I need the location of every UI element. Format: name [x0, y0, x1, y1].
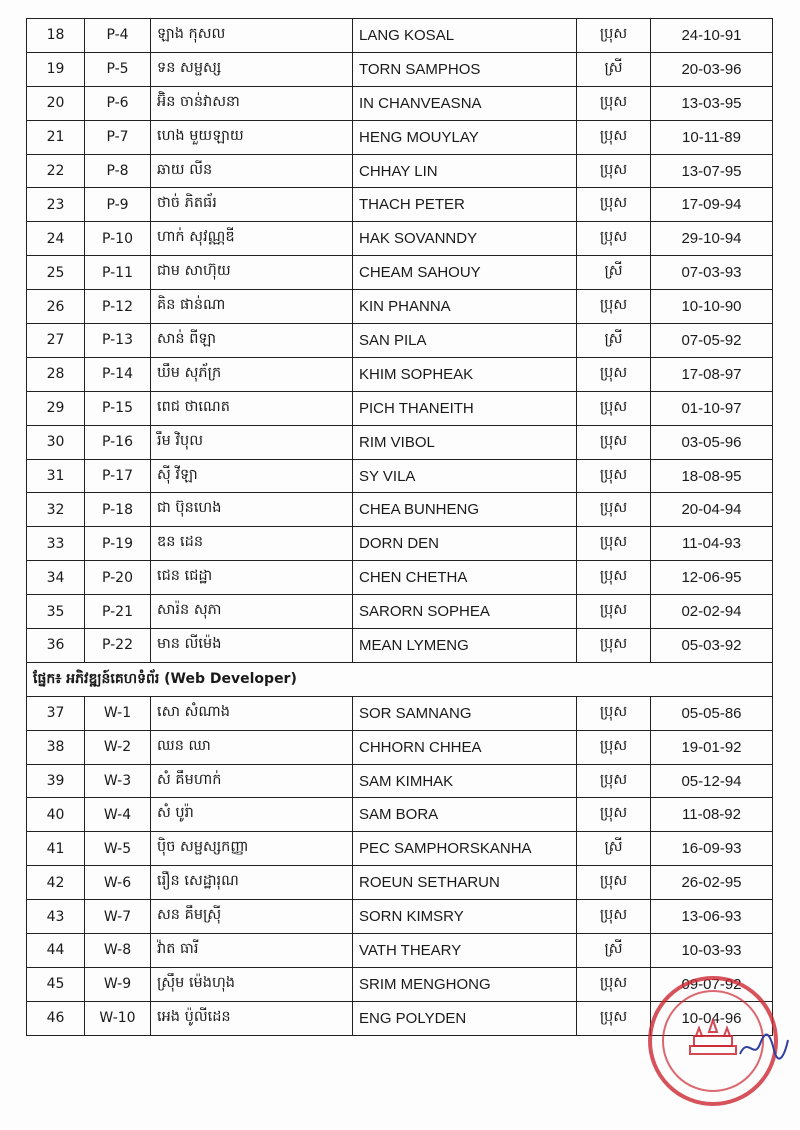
date-of-birth-cell: 20-03-96 — [651, 52, 773, 86]
staff-code-cell: P-20 — [85, 561, 151, 595]
khmer-name-cell: សំ គឹមហាក់ — [151, 764, 353, 798]
row-number-cell: 24 — [27, 222, 85, 256]
latin-name-cell: PICH THANEITH — [353, 391, 577, 425]
date-of-birth-cell: 05-03-92 — [651, 629, 773, 663]
table-row — [27, 595, 773, 629]
khmer-name-cell: ជា ប៊ុនហេង — [151, 493, 353, 527]
khmer-name-cell: ស្រ៊ឹម ម៉េងហុង — [151, 967, 353, 1001]
khmer-name-cell: ជាម សាហ៊ុយ — [151, 256, 353, 290]
sex-cell: ប្រុស — [577, 696, 651, 730]
row-number-cell: 25 — [27, 256, 85, 290]
staff-code-cell: P-4 — [85, 19, 151, 53]
latin-name-cell: SAM BORA — [353, 798, 577, 832]
row-number-cell: 39 — [27, 764, 85, 798]
date-of-birth-cell: 11-08-92 — [651, 798, 773, 832]
latin-name-cell: ROEUN SETHARUN — [353, 866, 577, 900]
latin-name-cell: KIN PHANNA — [353, 290, 577, 324]
latin-name-cell: SAM KIMHAK — [353, 764, 577, 798]
table-row — [27, 798, 773, 832]
staff-code-cell: W-7 — [85, 900, 151, 934]
latin-name-cell: VATH THEARY — [353, 934, 577, 968]
khmer-name-cell: គិន ផាន់ណា — [151, 290, 353, 324]
row-number-cell: 45 — [27, 967, 85, 1001]
date-of-birth-cell: 10-03-93 — [651, 934, 773, 968]
latin-name-cell: MEAN LYMENG — [353, 629, 577, 663]
date-of-birth-cell: 05-12-94 — [651, 764, 773, 798]
latin-name-cell: THACH PETER — [353, 188, 577, 222]
sex-cell: ប្រុស — [577, 391, 651, 425]
row-number-cell: 43 — [27, 900, 85, 934]
staff-code-cell: P-22 — [85, 629, 151, 663]
latin-name-cell: SOR SAMNANG — [353, 696, 577, 730]
latin-name-cell: CHEAM SAHOUY — [353, 256, 577, 290]
khmer-name-cell: ប៉ិច សម្ផស្សកញ្ញា — [151, 832, 353, 866]
latin-name-cell: TORN SAMPHOS — [353, 52, 577, 86]
section-header-row — [27, 662, 773, 696]
date-of-birth-cell: 13-06-93 — [651, 900, 773, 934]
khmer-name-cell: អេង ប៉ូលីដេន — [151, 1001, 353, 1035]
row-number-cell: 30 — [27, 425, 85, 459]
date-of-birth-cell: 16-09-93 — [651, 832, 773, 866]
date-of-birth-cell: 01-10-97 — [651, 391, 773, 425]
staff-code-cell: P-19 — [85, 527, 151, 561]
latin-name-cell: CHHAY LIN — [353, 154, 577, 188]
khmer-name-cell: ពេជ ថាណេត — [151, 391, 353, 425]
latin-name-cell: CHEA BUNHENG — [353, 493, 577, 527]
latin-name-cell: CHHORN CHHEA — [353, 730, 577, 764]
date-of-birth-cell: 05-05-86 — [651, 696, 773, 730]
khmer-name-cell: សោ សំណាង — [151, 696, 353, 730]
row-number-cell: 36 — [27, 629, 85, 663]
staff-code-cell: P-17 — [85, 459, 151, 493]
staff-code-cell: W-4 — [85, 798, 151, 832]
sex-cell: ប្រុស — [577, 120, 651, 154]
latin-name-cell: IN CHANVEASNA — [353, 86, 577, 120]
staff-code-cell: W-3 — [85, 764, 151, 798]
latin-name-cell: SORN KIMSRY — [353, 900, 577, 934]
sex-cell: ស្រី — [577, 52, 651, 86]
latin-name-cell: DORN DEN — [353, 527, 577, 561]
table-row — [27, 561, 773, 595]
latin-name-cell: RIM VIBOL — [353, 425, 577, 459]
row-number-cell: 28 — [27, 357, 85, 391]
staff-code-cell: P-9 — [85, 188, 151, 222]
staff-code-cell: P-13 — [85, 324, 151, 358]
sex-cell: ប្រុស — [577, 730, 651, 764]
table-row — [27, 832, 773, 866]
date-of-birth-cell: 19-01-92 — [651, 730, 773, 764]
table-row — [27, 357, 773, 391]
sex-cell: ប្រុស — [577, 1001, 651, 1035]
date-of-birth-cell: 24-10-91 — [651, 19, 773, 53]
row-number-cell: 26 — [27, 290, 85, 324]
table-row — [27, 764, 773, 798]
staff-code-cell: W-8 — [85, 934, 151, 968]
sex-cell: ប្រុស — [577, 290, 651, 324]
date-of-birth-cell: 18-08-95 — [651, 459, 773, 493]
table-row — [27, 696, 773, 730]
staff-code-cell: P-16 — [85, 425, 151, 459]
staff-code-cell: W-6 — [85, 866, 151, 900]
table-row — [27, 967, 773, 1001]
latin-name-cell: SARORN SOPHEA — [353, 595, 577, 629]
khmer-name-cell: សន គឹមស្រ៊ី — [151, 900, 353, 934]
date-of-birth-cell: 12-06-95 — [651, 561, 773, 595]
khmer-name-cell: ហាក់ សុវណ្ណឌី — [151, 222, 353, 256]
sex-cell: ប្រុស — [577, 629, 651, 663]
date-of-birth-cell: 09-07-92 — [651, 967, 773, 1001]
table-row — [27, 222, 773, 256]
staff-code-cell: W-2 — [85, 730, 151, 764]
khmer-name-cell: រឿន សេដ្ឋារុណ — [151, 866, 353, 900]
staff-code-cell: P-8 — [85, 154, 151, 188]
staff-code-cell: P-12 — [85, 290, 151, 324]
table-row — [27, 391, 773, 425]
khmer-name-cell: ឌន ដេន — [151, 527, 353, 561]
date-of-birth-cell: 10-04-96 — [651, 1001, 773, 1035]
date-of-birth-cell: 03-05-96 — [651, 425, 773, 459]
row-number-cell: 46 — [27, 1001, 85, 1035]
date-of-birth-cell: 11-04-93 — [651, 527, 773, 561]
row-number-cell: 32 — [27, 493, 85, 527]
sex-cell: ស្រី — [577, 324, 651, 358]
staff-roster-table — [26, 18, 773, 1036]
table-row — [27, 866, 773, 900]
khmer-name-cell: ហេង មួយឡាយ — [151, 120, 353, 154]
row-number-cell: 44 — [27, 934, 85, 968]
table-row — [27, 425, 773, 459]
table-row — [27, 493, 773, 527]
latin-name-cell: SY VILA — [353, 459, 577, 493]
table-row — [27, 52, 773, 86]
latin-name-cell: PEC SAMPHORSKANHA — [353, 832, 577, 866]
row-number-cell: 40 — [27, 798, 85, 832]
khmer-name-cell: រឹម វិបុល — [151, 425, 353, 459]
sex-cell: ប្រុស — [577, 900, 651, 934]
table-row — [27, 459, 773, 493]
table-row — [27, 86, 773, 120]
row-number-cell: 27 — [27, 324, 85, 358]
sex-cell: ប្រុស — [577, 764, 651, 798]
table-row — [27, 188, 773, 222]
khmer-name-cell: សាន់ ពីឡា — [151, 324, 353, 358]
date-of-birth-cell: 10-10-90 — [651, 290, 773, 324]
staff-code-cell: P-14 — [85, 357, 151, 391]
table-row — [27, 290, 773, 324]
date-of-birth-cell: 07-05-92 — [651, 324, 773, 358]
row-number-cell: 19 — [27, 52, 85, 86]
staff-code-cell: P-15 — [85, 391, 151, 425]
row-number-cell: 33 — [27, 527, 85, 561]
row-number-cell: 31 — [27, 459, 85, 493]
row-number-cell: 18 — [27, 19, 85, 53]
sex-cell: ប្រុស — [577, 493, 651, 527]
latin-name-cell: CHEN CHETHA — [353, 561, 577, 595]
table-row — [27, 324, 773, 358]
sex-cell: ប្រុស — [577, 19, 651, 53]
row-number-cell: 22 — [27, 154, 85, 188]
row-number-cell: 23 — [27, 188, 85, 222]
khmer-name-cell: ទន សម្ផស្ស — [151, 52, 353, 86]
sex-cell: ស្រី — [577, 934, 651, 968]
section-header-web-developer: ផ្នែក៖ អភិវឌ្ឍន៍គេហទំព័រ (Web Developer) — [27, 662, 773, 696]
khmer-name-cell: ឆាយ លីន — [151, 154, 353, 188]
staff-code-cell: P-11 — [85, 256, 151, 290]
latin-name-cell: HAK SOVANNDY — [353, 222, 577, 256]
table-row — [27, 1001, 773, 1035]
row-number-cell: 21 — [27, 120, 85, 154]
staff-code-cell: P-10 — [85, 222, 151, 256]
table-row — [27, 256, 773, 290]
table-row — [27, 154, 773, 188]
sex-cell: ប្រុស — [577, 188, 651, 222]
khmer-name-cell: វ៉ាត ធារី — [151, 934, 353, 968]
staff-code-cell: W-1 — [85, 696, 151, 730]
row-number-cell: 38 — [27, 730, 85, 764]
sex-cell: ប្រុស — [577, 967, 651, 1001]
staff-code-cell: W-10 — [85, 1001, 151, 1035]
row-number-cell: 37 — [27, 696, 85, 730]
staff-code-cell: W-5 — [85, 832, 151, 866]
sex-cell: ប្រុស — [577, 595, 651, 629]
date-of-birth-cell: 07-03-93 — [651, 256, 773, 290]
sex-cell: ស្រី — [577, 256, 651, 290]
sex-cell: ស្រី — [577, 832, 651, 866]
table-row — [27, 900, 773, 934]
latin-name-cell: SAN PILA — [353, 324, 577, 358]
date-of-birth-cell: 13-03-95 — [651, 86, 773, 120]
row-number-cell: 20 — [27, 86, 85, 120]
khmer-name-cell: សារ៉ន សុភា — [151, 595, 353, 629]
khmer-name-cell: ជេន ជេដ្ឋា — [151, 561, 353, 595]
staff-code-cell: P-5 — [85, 52, 151, 86]
khmer-name-cell: មាន លីម៉េង — [151, 629, 353, 663]
khmer-name-cell: ឈន ឈា — [151, 730, 353, 764]
staff-code-cell: P-18 — [85, 493, 151, 527]
table-row — [27, 934, 773, 968]
date-of-birth-cell: 17-08-97 — [651, 357, 773, 391]
table-row — [27, 120, 773, 154]
date-of-birth-cell: 17-09-94 — [651, 188, 773, 222]
latin-name-cell: KHIM SOPHEAK — [353, 357, 577, 391]
roster-body — [27, 19, 773, 1036]
date-of-birth-cell: 26-02-95 — [651, 866, 773, 900]
sex-cell: ប្រុស — [577, 425, 651, 459]
khmer-name-cell: ឃឹម សុភ័ក្រ — [151, 357, 353, 391]
staff-code-cell: P-21 — [85, 595, 151, 629]
row-number-cell: 35 — [27, 595, 85, 629]
date-of-birth-cell: 10-11-89 — [651, 120, 773, 154]
table-row — [27, 527, 773, 561]
row-number-cell: 34 — [27, 561, 85, 595]
khmer-name-cell: អ៊ិន ចាន់វាសនា — [151, 86, 353, 120]
sex-cell: ប្រុស — [577, 222, 651, 256]
staff-code-cell: P-7 — [85, 120, 151, 154]
table-row — [27, 730, 773, 764]
khmer-name-cell: សំ បូរ៉ា — [151, 798, 353, 832]
khmer-name-cell: ថាច់ ភិតធ័រ — [151, 188, 353, 222]
staff-code-cell: W-9 — [85, 967, 151, 1001]
row-number-cell: 41 — [27, 832, 85, 866]
sex-cell: ប្រុស — [577, 527, 651, 561]
khmer-name-cell: ស៊ី វីឡា — [151, 459, 353, 493]
latin-name-cell: HENG MOUYLAY — [353, 120, 577, 154]
khmer-name-cell: ឡាង កុសល — [151, 19, 353, 53]
row-number-cell: 42 — [27, 866, 85, 900]
sex-cell: ប្រុស — [577, 798, 651, 832]
latin-name-cell: ENG POLYDEN — [353, 1001, 577, 1035]
latin-name-cell: SRIM MENGHONG — [353, 967, 577, 1001]
sex-cell: ប្រុស — [577, 561, 651, 595]
sex-cell: ប្រុស — [577, 86, 651, 120]
row-number-cell: 29 — [27, 391, 85, 425]
date-of-birth-cell: 20-04-94 — [651, 493, 773, 527]
staff-code-cell: P-6 — [85, 86, 151, 120]
table-row — [27, 629, 773, 663]
sex-cell: ប្រុស — [577, 459, 651, 493]
table-row — [27, 19, 773, 53]
date-of-birth-cell: 29-10-94 — [651, 222, 773, 256]
sex-cell: ប្រុស — [577, 866, 651, 900]
date-of-birth-cell: 02-02-94 — [651, 595, 773, 629]
date-of-birth-cell: 13-07-95 — [651, 154, 773, 188]
sex-cell: ប្រុស — [577, 357, 651, 391]
sex-cell: ប្រុស — [577, 154, 651, 188]
latin-name-cell: LANG KOSAL — [353, 19, 577, 53]
